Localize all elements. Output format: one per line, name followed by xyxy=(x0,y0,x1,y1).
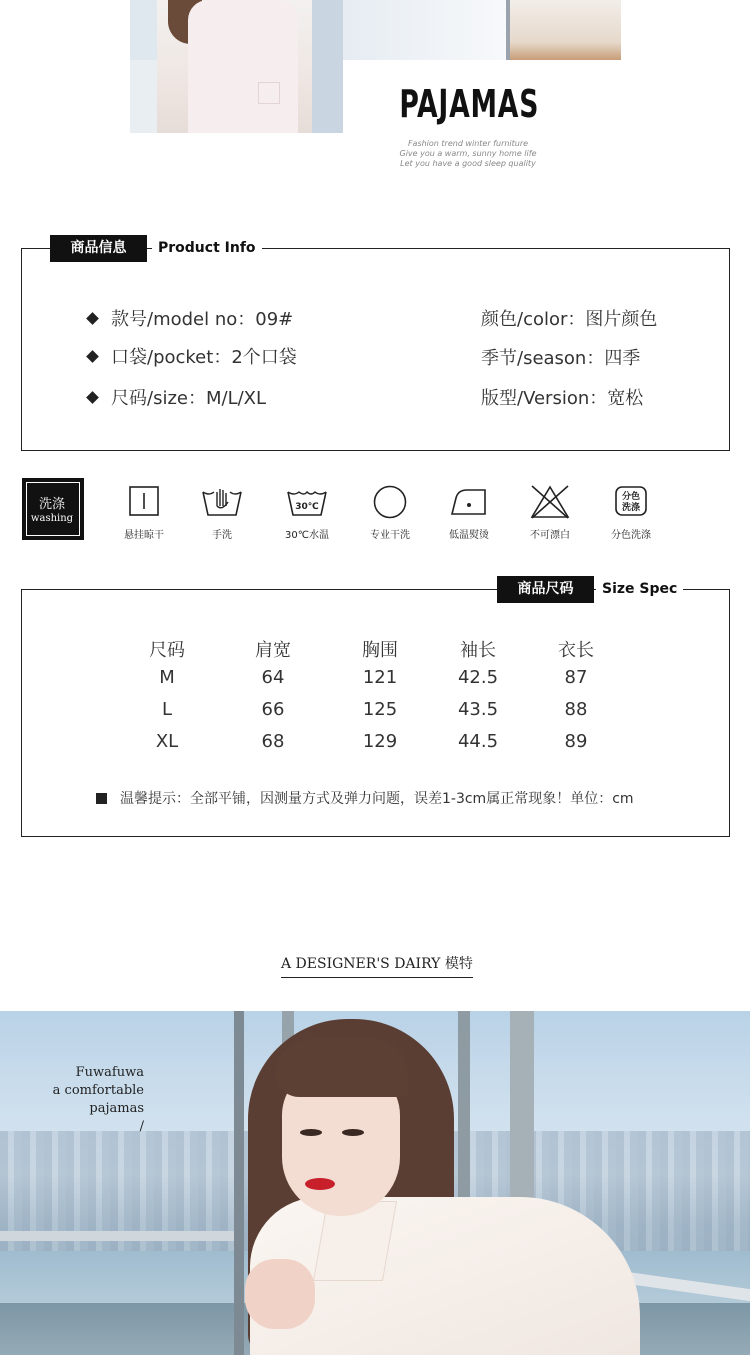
wash-separately-text: 分色 xyxy=(621,492,641,502)
size-cell: 68 xyxy=(261,731,285,752)
wash-separately-text: 洗涤 xyxy=(621,503,641,513)
info-value: 宽松 xyxy=(607,388,644,409)
info-value: 图片颜色 xyxy=(585,309,658,330)
size-cell: 88 xyxy=(564,699,588,720)
size-header-cell: 胸围 xyxy=(362,640,398,661)
model-photo xyxy=(0,1011,750,1355)
designer-heading-cn: 模特 xyxy=(444,956,473,972)
info-value: 四季 xyxy=(604,348,641,369)
size-header-cell: 衣长 xyxy=(558,640,594,661)
info-value: 2个口袋 xyxy=(231,347,297,368)
size-header-cell: 肩宽 xyxy=(255,640,291,661)
size-cell: 44.5 xyxy=(457,731,499,752)
model-caption-line: / xyxy=(139,1119,144,1134)
diamond-bullet-icon xyxy=(86,312,99,325)
size-cell: 89 xyxy=(564,731,588,752)
care-item-no-bleach xyxy=(510,484,590,544)
info-label: 季节/season： xyxy=(481,348,605,369)
care-item-hand-wash xyxy=(182,484,262,544)
brand-title: PAJAMAS xyxy=(399,82,540,126)
dry-clean-icon xyxy=(372,484,408,520)
care-label: 分色洗涤 xyxy=(611,530,651,541)
model-caption-line: a comfortable xyxy=(52,1083,144,1098)
top-right-interior-photo xyxy=(343,0,621,60)
size-cell: 125 xyxy=(362,699,398,720)
care-item-low-iron xyxy=(429,484,509,544)
no-bleach-icon xyxy=(529,484,571,520)
hang-dry-icon xyxy=(127,484,161,518)
diamond-bullet-icon xyxy=(86,391,99,404)
square-bullet-icon xyxy=(96,793,107,804)
size-cell: 66 xyxy=(261,699,285,720)
size-note xyxy=(96,788,634,808)
wash-30c-icon xyxy=(285,484,329,518)
brand-subtitle-line: Let you have a good sleep quality xyxy=(400,159,536,168)
info-row-pocket xyxy=(88,343,297,369)
care-label: 30℃水温 xyxy=(285,530,329,541)
care-item-wash-30 xyxy=(267,484,347,544)
info-row-size xyxy=(88,384,266,410)
designer-heading-en: A DESIGNER'S DAIRY xyxy=(281,956,441,972)
hand-wash-icon xyxy=(200,484,244,518)
brand-subtitle-line: Fashion trend winter furniture xyxy=(407,139,529,148)
size-spec-label: Size Spec xyxy=(596,579,683,599)
product-info-label: Product Info xyxy=(152,238,262,258)
size-cell: 129 xyxy=(362,731,398,752)
size-header-cell: 尺码 xyxy=(149,640,185,661)
info-label: 尺码/size： xyxy=(111,388,206,409)
size-cell: 87 xyxy=(564,667,588,688)
info-label: 版型/Version： xyxy=(481,388,608,409)
care-label: 低温熨烫 xyxy=(449,530,489,541)
washing-badge xyxy=(23,479,83,539)
info-value: 09# xyxy=(255,309,294,330)
washing-badge-en: washing xyxy=(30,513,74,524)
product-info-tag: 商品信息 xyxy=(50,235,147,262)
care-item-hang-dry xyxy=(104,484,184,544)
info-label: 款号/model no： xyxy=(111,309,256,330)
info-value: M/L/XL xyxy=(205,388,267,409)
model-caption-line: pajamas xyxy=(89,1101,144,1116)
model-caption-line: Fuwafuwa xyxy=(75,1065,144,1080)
info-row-season xyxy=(481,344,640,370)
low-iron-icon xyxy=(449,484,489,518)
care-item-wash-separately xyxy=(591,484,671,544)
care-label: 不可漂白 xyxy=(530,530,570,541)
size-cell: XL xyxy=(155,731,179,752)
designer-heading xyxy=(281,953,473,978)
wash-temp-text: 30℃ xyxy=(295,502,319,512)
washing-badge-cn: 洗涤 xyxy=(38,497,65,512)
info-label: 颜色/color： xyxy=(481,309,586,330)
care-item-dry-clean xyxy=(350,484,430,544)
size-cell: 43.5 xyxy=(457,699,499,720)
size-cell: 64 xyxy=(261,667,285,688)
care-label: 手洗 xyxy=(212,530,232,541)
size-note-text: 温馨提示：全部平铺，因测量方式及弹力问题，误差1-3cm属正常现象！单位：cm xyxy=(120,791,634,807)
brand-subtitle xyxy=(360,139,576,169)
size-cell: M xyxy=(159,667,175,688)
size-header-cell: 袖长 xyxy=(460,640,496,661)
info-row-model xyxy=(88,305,293,331)
info-row-version xyxy=(481,384,643,410)
size-cell: 121 xyxy=(362,667,398,688)
info-label: 口袋/pocket： xyxy=(111,347,232,368)
top-left-product-photo xyxy=(130,0,343,133)
wash-separately-icon xyxy=(613,484,649,518)
care-label: 悬挂晾干 xyxy=(124,530,164,541)
size-cell: 42.5 xyxy=(457,667,499,688)
care-label: 专业干洗 xyxy=(370,530,410,541)
size-cell: L xyxy=(161,699,173,720)
brand-subtitle-line: Give you a warm, sunny home life xyxy=(399,149,537,158)
info-row-color xyxy=(481,305,657,331)
diamond-bullet-icon xyxy=(86,350,99,363)
size-spec-tag: 商品尺码 xyxy=(497,576,594,603)
model-caption xyxy=(40,1064,144,1136)
